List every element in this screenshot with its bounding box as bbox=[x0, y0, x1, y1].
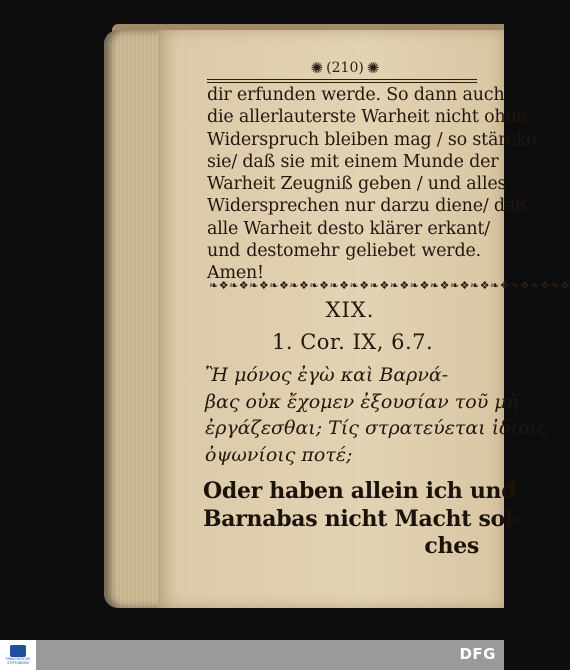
section-number: XIX. bbox=[325, 298, 375, 322]
logo-emblem-icon bbox=[10, 645, 26, 657]
text-line: dir erfunden werde. So dann auch bbox=[207, 85, 505, 105]
german-line: Oder haben allein ich und bbox=[203, 478, 517, 504]
page-number-value: 210 bbox=[331, 60, 359, 76]
text-line: und destomehr geliebet werde. bbox=[207, 241, 481, 262]
header-ornament-left-icon: ✺ bbox=[310, 58, 324, 77]
franckesche-stiftungen-logo[interactable] bbox=[0, 640, 36, 670]
ornament-divider-icon: ❧❖❧❖❧❖❧❖❧❖❧❖❧❖❧❖❧❖❧❖❧❖❧❖❧❖❧❖❧❖❧❖❧❖❧❖ bbox=[209, 279, 570, 292]
header-rule bbox=[207, 79, 477, 80]
text-line: Widersprechen nur darzu diene/ daß bbox=[207, 196, 527, 217]
text-line: die allerlauterste Warheit nicht ohne bbox=[207, 107, 527, 128]
page-number: (210) bbox=[326, 60, 364, 76]
body-text bbox=[207, 84, 537, 285]
greek-line: ὀψωνίοις ποτέ; bbox=[205, 443, 353, 466]
text-line: Warheit Zeugniß geben / und alles bbox=[207, 174, 507, 195]
greek-line: βας οὐκ ἔχομεν ἐξουσίαν τοῦ μὴ bbox=[205, 390, 519, 413]
header-ornament-right-icon: ✺ bbox=[366, 58, 380, 77]
german-line: ches bbox=[424, 533, 479, 559]
german-translation bbox=[203, 478, 522, 561]
greek-line: ἐργάζεσθαι; Τίς στρατεύεται ἰδίοις bbox=[205, 417, 548, 439]
greek-line: Ἢ μόνος ἐγὼ καὶ Βαρνά- bbox=[205, 364, 449, 386]
greek-text bbox=[205, 362, 548, 468]
page-header bbox=[300, 58, 390, 78]
scripture-citation: 1. Cor. IX, 6.7. bbox=[272, 330, 434, 354]
header-rule-thin bbox=[207, 82, 477, 83]
german-line: Barnabas nicht Macht sol- bbox=[203, 505, 522, 532]
dfg-logo[interactable]: DFG bbox=[459, 645, 496, 663]
text-line: Amen! bbox=[207, 263, 264, 284]
logo-text-1: FRANCKESCHE bbox=[5, 657, 31, 661]
text-line: Widerspruch bleiben mag / so stärcke bbox=[207, 129, 537, 150]
text-line: alle Warheit desto klärer erkant/ bbox=[207, 218, 490, 239]
viewer-footer-bar bbox=[0, 640, 504, 670]
logo-text-2: STIFTUNGEN bbox=[7, 661, 29, 665]
text-line: sie/ daß sie mit einem Munde der bbox=[207, 151, 499, 172]
page-block-edge bbox=[104, 30, 166, 608]
